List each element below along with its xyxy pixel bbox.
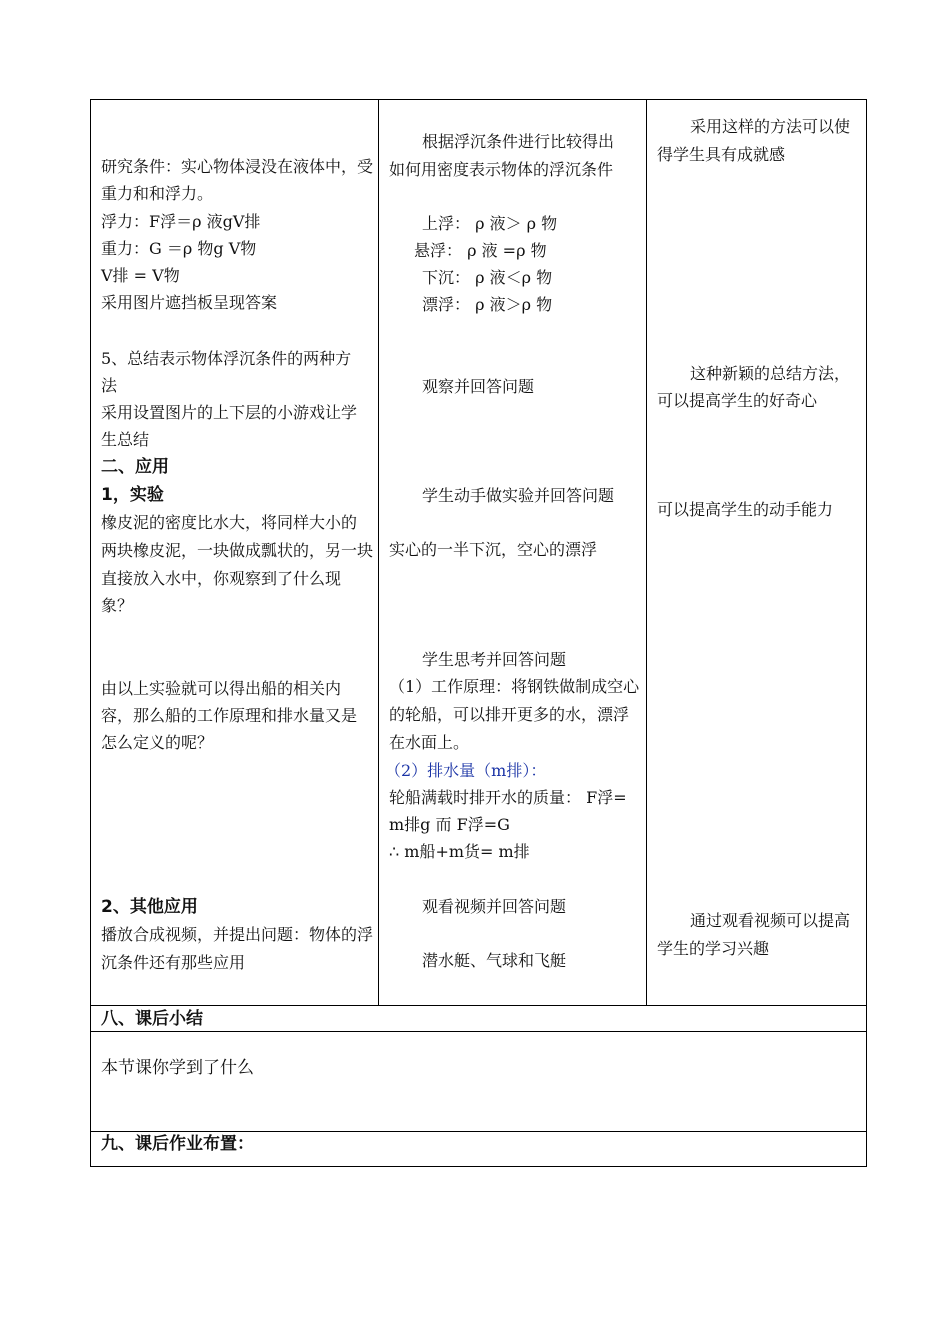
column-divider-2 [646, 99, 647, 1006]
item5-heading: 法 [101, 376, 118, 395]
homework-title: 九、课后作业布置： [101, 1134, 254, 1154]
applications-list: 潜水艇、气球和飞艇 [422, 951, 567, 970]
intent-note: 得学生具有成就感 [657, 145, 786, 164]
intent-note: 可以提高学生的好奇心 [657, 391, 818, 410]
other-applications-text: 沉条件还有那些应用 [101, 953, 246, 972]
research-line: 重力和和浮力。 [101, 184, 214, 203]
ship-question: 怎么定义的呢？ [101, 733, 214, 752]
displacement-text: m排g 而 F浮=G [389, 815, 510, 834]
experiment-text: 象？ [101, 596, 134, 615]
section-application-title: 二、应用 [101, 457, 169, 477]
other-applications-title: 2、其他应用 [101, 897, 198, 917]
experiment-title: 1，实验 [101, 485, 164, 505]
intent-note: 这种新颖的总结方法， [690, 364, 851, 383]
buoyancy-formula: 浮力：F浮＝ρ 液gV排 [101, 212, 261, 231]
experiment-text: 两块橡皮泥，一块做成瓢状的，另一块 [101, 541, 374, 560]
intent-note: 采用这样的方法可以使 [690, 117, 851, 136]
experiment-text: 橡皮泥的密度比水大，将同样大小的 [101, 513, 358, 532]
displacement-text: 轮船满载时排开水的质量： F浮= [389, 788, 627, 807]
item5-heading: 5、总结表示物体浮沉条件的两种方 [101, 349, 352, 368]
think-text: 学生思考并回答问题 [422, 650, 567, 669]
displacement-title: （2）排水量（m排）： [385, 761, 547, 780]
gravity-formula: 重力：G ＝ρ 物g V物 [101, 239, 257, 258]
principle-text: 的轮船，可以排开更多的水，漂浮 [389, 705, 630, 724]
intent-note: 可以提高学生的动手能力 [657, 500, 834, 519]
condition-floating: 漂浮： ρ 液＞ρ 物 [422, 295, 553, 314]
research-line: 研究条件：实心物体浸没在液体中，受 [101, 157, 374, 176]
condition-suspend: 悬浮： ρ 液 =ρ 物 [414, 241, 547, 260]
condition-sink: 下沉： ρ 液＜ρ 物 [422, 268, 553, 287]
row-divider-main [90, 1005, 867, 1006]
summary-content: 本节课你学到了什么 [101, 1058, 254, 1078]
item5-description: 生总结 [101, 430, 150, 449]
intent-note: 学生的学习兴趣 [657, 939, 770, 958]
experiment-text: 直接放入水中，你观察到了什么现 [101, 569, 342, 588]
ship-question: 容，那么船的工作原理和排水量又是 [101, 706, 358, 725]
video-text: 观看视频并回答问题 [422, 897, 567, 916]
summary-title: 八、课后小结 [101, 1009, 203, 1029]
intent-note: 通过观看视频可以提高 [690, 911, 851, 930]
displacement-text: ∴ m船+m货= m排 [389, 842, 530, 861]
experiment-result: 实心的一半下沉，空心的漂浮 [389, 540, 598, 559]
ship-question: 由以上实验就可以得出船的相关内 [101, 679, 342, 698]
column-divider-1 [378, 99, 379, 1006]
principle-text: （1）工作原理：将钢铁做制成空心 [389, 677, 640, 696]
volume-equation: V排 = V物 [101, 266, 180, 285]
item5-description: 采用设置图片的上下层的小游戏让学 [101, 403, 358, 422]
row-divider-summary-title [90, 1031, 867, 1032]
other-applications-text: 播放合成视频，并提出问题：物体的浮 [101, 925, 374, 944]
experiment-activity: 学生动手做实验并回答问题 [422, 486, 615, 505]
research-method: 采用图片遮挡板呈现答案 [101, 293, 278, 312]
condition-float-up: 上浮： ρ 液＞ ρ 物 [422, 214, 558, 233]
compare-text: 如何用密度表示物体的浮沉条件 [389, 160, 614, 179]
observe-text: 观察并回答问题 [422, 377, 535, 396]
compare-text: 根据浮沉条件进行比较得出 [422, 132, 615, 151]
principle-text: 在水面上。 [389, 733, 470, 752]
